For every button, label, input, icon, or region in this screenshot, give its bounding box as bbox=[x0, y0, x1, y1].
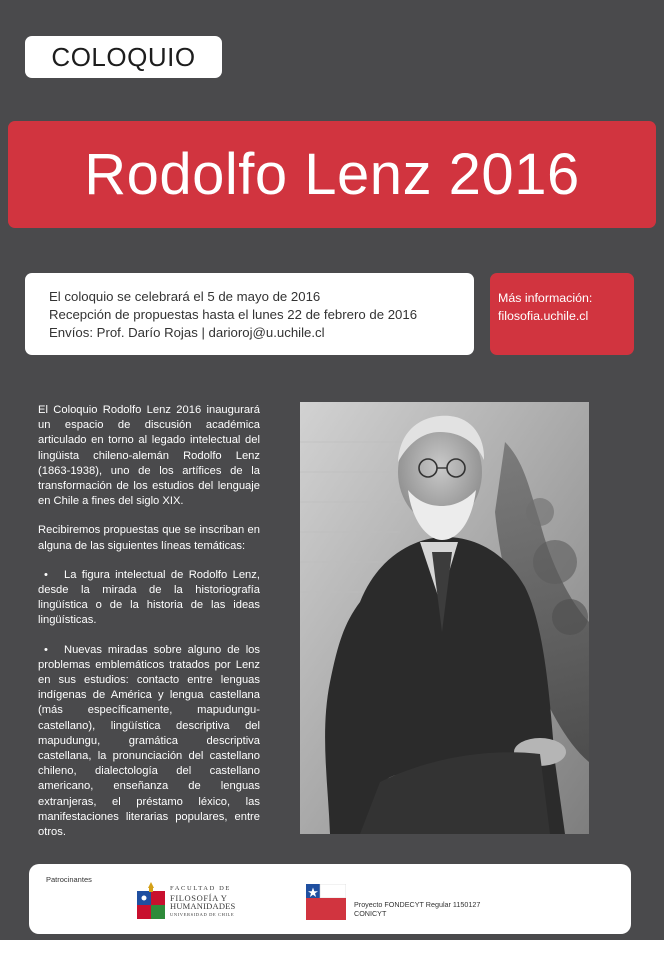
submissions-line[interactable]: Envíos: Prof. Darío Rojas | darioroj@u.uchile.cl bbox=[49, 325, 325, 340]
event-date-line: El coloquio se celebrará el 5 de mayo de 2016 bbox=[49, 289, 321, 304]
deadline-line: Recepción de propuestas hasta el lunes 22 de febrero de 2016 bbox=[49, 307, 418, 322]
title-banner bbox=[8, 121, 656, 228]
call-paragraph: Recibiremos propuestas que se inscriban en alguna de las siguientes líneas temáticas: bbox=[38, 524, 260, 552]
bullet-icon: • bbox=[44, 643, 48, 656]
bullet-text: La figura intelectual de Rodolfo Lenz, desde la mirada de la historiografía lingüística o de la historia de las ideas lingüísticas. bbox=[38, 568, 260, 627]
faculty-line-2: FILOSOFÍA Y bbox=[170, 892, 228, 903]
sponsors-label: Patrocinantes bbox=[46, 875, 92, 884]
fondecyt-project: Proyecto FONDECYT Regular 1150127 bbox=[354, 900, 481, 909]
portrait-photo bbox=[300, 402, 589, 834]
faculty-line-1: FACULTAD DE bbox=[170, 885, 231, 892]
more-info-label: Más información: bbox=[498, 291, 593, 305]
faculty-line-4: UNIVERSIDAD DE CHILE bbox=[170, 911, 235, 917]
list-item bbox=[38, 643, 260, 841]
more-info-box bbox=[490, 273, 634, 355]
bullet-icon: • bbox=[44, 568, 48, 581]
list-item bbox=[38, 568, 260, 629]
sponsors-bar bbox=[29, 864, 631, 934]
conicyt-logo-icon bbox=[306, 884, 346, 920]
faculty-line-3: HUMANIDADES bbox=[170, 901, 236, 911]
faculty-name bbox=[170, 885, 235, 919]
portrait-illustration bbox=[300, 402, 589, 834]
event-title: Rodolfo Lenz 2016 bbox=[84, 142, 580, 207]
intro-paragraph: El Coloquio Rodolfo Lenz 2016 inaugurará un espacio de discusión académica articulado en torno al legado intelectual del lingüista chileno-alemán Rodolfo Lenz (1863-1938), uno de los artífices de la transformación de los estudios del lenguaje en Chile a fines del siglo XIX. bbox=[38, 404, 260, 508]
fondecyt-text bbox=[354, 900, 480, 918]
more-info-link[interactable]: filosofia.uchile.cl bbox=[498, 309, 589, 323]
bullet-text: Nuevas miradas sobre alguno de los problemas emblemáticos tratados por Lenz en sus estudios: contacto entre lenguas indígenas de América y lengua castellana (más específicamente, mapudungu-castellano), lingüística descriptiva del mapudungu, gramática descriptiva castellana, la pronunciación del castellano chileno, dialectología del castellano americano, enseñanza de lenguas extranjeras, el préstamo léxico, las manifestaciones literarias populares, entre otros. bbox=[38, 643, 260, 839]
event-info-box bbox=[25, 273, 474, 355]
faculty-crest-icon bbox=[136, 881, 168, 921]
faculty-logo bbox=[136, 881, 276, 925]
body-text bbox=[38, 403, 260, 854]
conicyt-label: CONICYT bbox=[354, 909, 387, 918]
event-type-text: COLOQUIO bbox=[51, 41, 196, 72]
event-type-label bbox=[25, 36, 222, 78]
